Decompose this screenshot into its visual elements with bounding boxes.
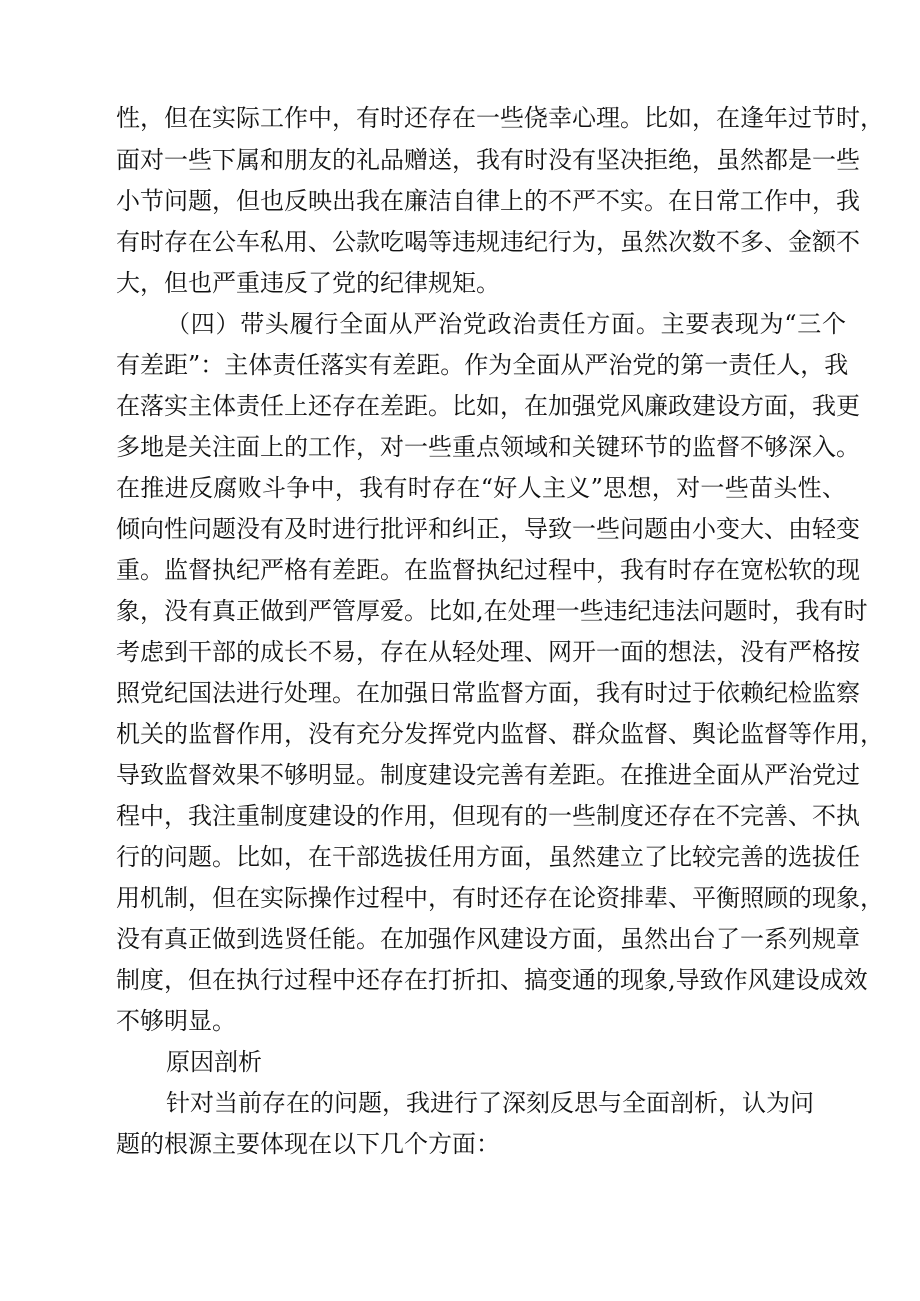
- text-line: 用机制，但在实际操作过程中，有时还存在论资排辈、平衡照顾的现象，: [116, 884, 884, 912]
- text-line: 针对当前存在的问题，我进行了深刻反思与全面剖析，认为问: [166, 1089, 814, 1117]
- text-line: 题的根源主要体现在以下几个方面：: [116, 1130, 500, 1158]
- text-line: 程中，我注重制度建设的作用，但现有的一些制度还存在不完善、不执: [116, 802, 860, 830]
- text-line: 大，但也严重违反了党的纪律规矩。: [116, 269, 500, 297]
- text-line: 多地是关注面上的工作，对一些重点领域和关键环节的监督不够深入。: [116, 433, 860, 461]
- text-line: 有时存在公车私用、公款吃喝等违规违纪行为，虽然次数不多、金额不: [116, 228, 860, 256]
- text-line: 考虑到干部的成长不易，存在从轻处理、网开一面的想法，没有严格按: [116, 638, 860, 666]
- text-line: 行的问题。比如，在干部选拔任用方面，虽然建立了比较完善的选拔任: [116, 843, 860, 871]
- text-line: 在落实主体责任上还存在差距。比如，在加强党风廉政建设方面，我更: [116, 392, 860, 420]
- text-line: 重。监督执纪严格有差距。在监督执纪过程中，我有时存在宽松软的现: [116, 556, 860, 584]
- text-line: 象，没有真正做到严管厚爱。比如,在处理一些违纪违法问题时，我有时: [116, 597, 868, 625]
- text-line: 不够明显。: [116, 1007, 236, 1035]
- text-line: 在推进反腐败斗争中，我有时存在“好人主义”思想，对一些苗头性、: [116, 474, 846, 502]
- text-line: 制度，但在执行过程中还存在打折扣、搞变通的现象,导致作风建设成效: [116, 966, 868, 994]
- text-line: 没有真正做到选贤任能。在加强作风建设方面，虽然出台了一系列规章: [116, 925, 860, 953]
- text-line: 面对一些下属和朋友的礼品赠送，我有时没有坚决拒绝，虽然都是一些: [116, 146, 860, 174]
- text-line: 照党纪国法进行处理。在加强日常监督方面，我有时过于依赖纪检监察: [116, 679, 860, 707]
- text-line: 性，但在实际工作中，有时还存在一些侥幸心理。比如，在逢年过节时，: [116, 104, 884, 132]
- text-line: 导致监督效果不够明显。制度建设完善有差距。在推进全面从严治党过: [116, 761, 860, 789]
- section-title-cause-analysis: 原因剖析: [166, 1048, 262, 1076]
- text-line: 有差距”：主体责任落实有差距。作为全面从严治党的第一责任人，我: [116, 351, 849, 379]
- section-heading-four: （四）带头履行全面从严治党政治责任方面。主要表现为“三个: [166, 310, 846, 338]
- text-line: 小节问题，但也反映出我在廉洁自律上的不严不实。在日常工作中，我: [116, 187, 860, 215]
- text-line: 倾向性问题没有及时进行批评和纠正，导致一些问题由小变大、由轻变: [116, 515, 860, 543]
- text-line: 机关的监督作用，没有充分发挥党内监督、群众监督、舆论监督等作用，: [116, 720, 884, 748]
